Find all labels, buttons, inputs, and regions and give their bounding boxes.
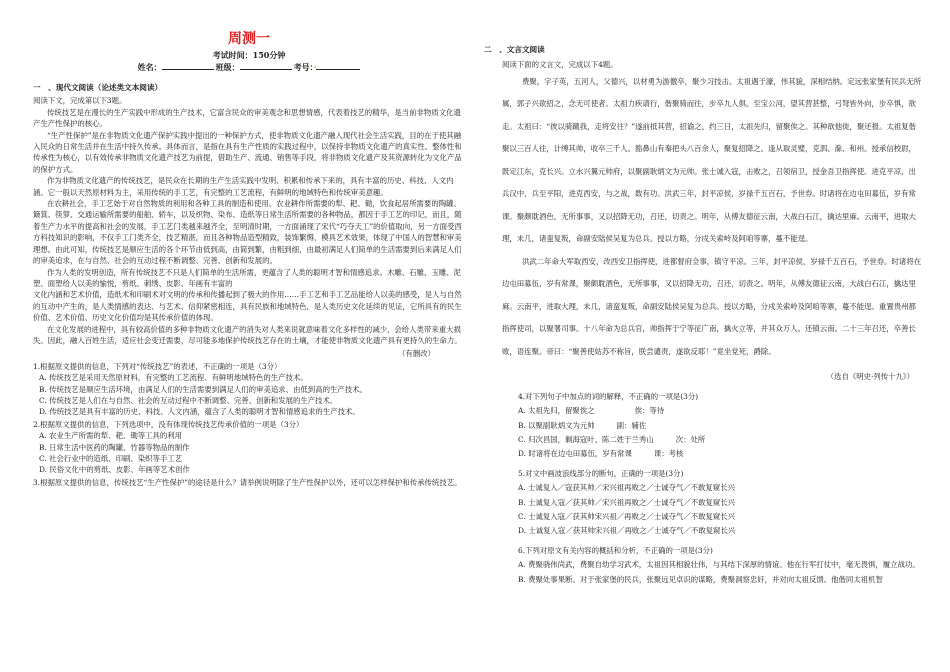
- question-4-option-a: [484, 405, 922, 416]
- question-2-stem: 2.根据原文提供的信息，下列选项中，没有体现传统技艺传承价值的一项是（3分）: [33, 419, 304, 429]
- question-4-option-d: [484, 448, 922, 459]
- question-2-option-c: C. 社会行业中的造纸、印刷、染织等手工艺: [39, 454, 183, 463]
- question-2-option-b: B. 日常生活中医药的陶罐、竹器等物品的制作: [39, 442, 190, 452]
- passage-paragraph: 作为人类的发明创造，所有传统技艺不只是人们简单的生活所需，更蕴含了人类的聪明才智和情感追求。木雕、石雕、玉雕、泥塑、面塑给人以美的愉悦，剪纸、刺绣、皮影、年画有丰富的: [33, 267, 461, 288]
- question-4-stem: 4.对下列句子中加点的词的解释，不正确的一项是(3分): [518, 391, 699, 401]
- question-2-option-a: A. 农业生产所需的犁、耙、锄等工具的利用: [39, 431, 183, 441]
- question-5-option-d: D. 士诚复入寇／获其帅宋兴祖／再败之／士诚夺气／不敢复窥长兴: [518, 526, 736, 536]
- name-label: 姓名：: [137, 62, 162, 72]
- exam-time: 考试时间：150分钟: [212, 50, 286, 60]
- question-6-stem: 6.下列对原文有关内容的概括和分析，不正确的一项是(3分): [518, 545, 713, 555]
- option-gloss: 课：考核: [653, 449, 684, 459]
- question-1-option-d: D. 传统技艺是具有丰富的历史、科技、人文内涵，蕴含了人类的聪明才智和情感追求的生产技术。: [39, 407, 360, 417]
- option-text: B. 以聚副耿炳文为元帅: [518, 420, 595, 430]
- section2-instruction: 阅读下面的文言文，完成以下4题。: [502, 60, 618, 70]
- name-blank[interactable]: [162, 69, 214, 70]
- class-label: 班级：: [215, 62, 240, 72]
- option-text: A. 太祖先归，留聚俟之: [518, 406, 595, 416]
- question-6-option-a: A. 费聚骁伟尚武，费聚自幼学习武术，太祖因其相貌壮伟，与其结下深厚的情谊。他在行军打仗中，毫无畏惧，履立战功。: [518, 560, 920, 570]
- question-5-option-b: B. 士诚复入寇／获其帅／宋兴祖再败之／士诚夺气／不敢复窥长兴: [518, 497, 736, 507]
- passage-paragraph: 传统技艺是在漫长的生产实践中形成的生产技术，它富含民众的审美观念和思想情感，代表着技艺的精华，是当前非物质文化遗产生产性保护的核心。: [33, 107, 461, 129]
- passage-source: （有删改）: [398, 349, 435, 359]
- classical-passage: [484, 59, 922, 382]
- option-gloss: 副：辅佐: [616, 420, 647, 430]
- student-info-line: [33, 61, 465, 73]
- passage-source: （选自《明史·列传十九》）: [826, 372, 914, 382]
- option-text: D. 时诸将在边屯田募伍，岁有常课: [518, 449, 632, 459]
- question-4-option-c: [484, 434, 922, 445]
- question-5-option-a: A. 士诚复入／寇获其帅／宋兴祖再败之／士诚夺气／不敢复窥长兴: [518, 483, 735, 493]
- class-blank[interactable]: [240, 69, 292, 70]
- question-5-stem: 5.对文中画波浪线部分的断句，正确的一项是(3分): [518, 468, 684, 478]
- number-label: 考号：: [293, 62, 314, 72]
- passage-paragraph: 在文化发展的进程中，具有较高价值的多种非物质文化遗产的消失对人类来说就意味着文化多样性的减少，会给人类带来重大损失。因此，融入百姓生活，适应社会变迁需要，尽可能多地保护传统技艺存在的土壤，才能使非物质文化遗产具有更持久的生命力。: [33, 324, 462, 345]
- option-gloss: 次：处所: [675, 434, 706, 444]
- passage-paragraph: 作为非物质文化遗产的传统技艺，是民众在长期的生产生活实践中发明、积累和传承下来的，具有丰富的历史、科技、人文内涵。它一般以天然原材料为主，采用传统的手工艺，有完整的工艺流程，有鲜明的地域特色和传统审美意趣。: [33, 176, 454, 197]
- passage-paragraph: 文化内涵和艺术价值，造纸术和印刷术对文明的传承和传播起到了极大的作用……手工艺和手工艺品能给人以美的感受，是人与自然的互动中产生的，是人类情感的表达、与艺术、信仰紧密相连，具有民族和地域特色，是人类历史文化延续的见证，它所具有的民生价值、艺术价值、历史文化价值均是其传承价值的体现。: [33, 290, 462, 323]
- question-3-stem: 3.根据原文提供的信息，传统技艺“生产性保护”的途径是什么？请举例说明除了生产性保护以外，还可以怎样保护和传承传统技艺。: [33, 477, 462, 487]
- section1-instruction: 阅读下文，完成第以下3题。: [33, 96, 127, 106]
- question-1-option-b: B. 传统技艺是顺应生活环境，由满足人们的生活需要到满足人们的审美追求、由低到高的生产技术。: [39, 384, 367, 394]
- section1-heading: 一 、现代文阅读（论述类文本阅读）: [33, 83, 163, 92]
- right-column: [484, 0, 922, 672]
- number-mark: ·: [313, 62, 317, 72]
- section2-heading: 二 、文言文阅读: [484, 45, 545, 54]
- passage-paragraph: “生产性保护”是在非物质文化遗产保护实践中提出的一种保护方式，使非物质文化遗产融入现代社会生活实践，目的在于使其融入民众的日常生活并在生活中持久传承。具体而言，是指在具有生产性质的实践过程中，以保持非物质文化遗产的真实性、整体性和传承性为核心，以有效传承非物质文化遗产技艺为前提，借助生产、流通、销售等手段，将非物质文化遗产及其资源转化为文化产品的保护方式。: [33, 130, 462, 174]
- passage-paragraph: 费聚，字子英，五河人，父德兴，以材勇为游徼卒，聚少习技击。太祖遇于濠，伟其貌，深相结纳。定远张家堡有民兵无所属，郭子兴欲招之，念无可使者。太祖力疾请行，偕聚骑而往，步卒九人俱。至宝公河，望其营甚整，弓弩皆外向，步卒惧，欲走。太祖曰：“彼以骑蹴我，走将安往？”遂前抵其营，招谕之，约三日，太祖先归，留聚俟之。其种欲他徙，聚还报。太祖复偕聚以三百人往，计缚其帅，收卒三千人。豁鼻山有秦把头八百余人，聚复招降之。逢从取灵璧，克泗、滁、和州。授承信校尉，既定江东，克长兴。立水兴翼元帅府，以聚副耿炳文为元帅。张士诚入寇，击败之，召领宿卫，授金吾卫指挥使。进克平凉，出兵汉中，兵至平阳，进克西安，与之战，数有功。洪武三年，封平凉侯，岁禄千五百石，予世券。时诸将在边屯田募伍，岁有常课。聚颇耽酒色，无所事事，又以招降无功，召还，切责之。明年，从傅友德征云南，大战白石江，擒达里麻。云南平，进取大理，未几，诸蛮复叛，命副安陆侯吴复为总兵。授以方略，分戍关索岭及阿咱等寨，蔓不能逞。: [502, 76, 922, 244]
- question-1-stem: 1.根据原文提供的信息，下列对“传统技艺”的表述，不正确的一项是（3分）: [33, 361, 282, 371]
- question-6-option-b: B. 费聚处事果断。对于张家堡的民兵，张聚远见卓识的谋略，费聚洞察忠奸，并对向太祖反馈。他偕同太祖机智: [518, 574, 883, 584]
- question-4-option-b: [484, 420, 922, 431]
- left-column: [33, 0, 465, 672]
- question-2-option-d: D. 民俗文化中的剪纸、皮影、年画等艺术创作: [39, 465, 190, 475]
- number-blank[interactable]: [316, 69, 360, 70]
- question-1-option-c: C. 传统技艺是人们在与自然、社会的互动过程中不断调整、完善、创新和发展的生产技术。: [39, 395, 338, 405]
- passage-paragraph: 在农耕社会，手工艺始于对自然物质的利用和各种工具的制造和使用。农业耕作所需要的犁、耙、锄，饮食起居所需要的陶罐、簸箕、筷箩、交通运输所需要的船舶、轿车，以及织物、染布、造纸等日常生活所需要的各种物品，都因于手工艺的印记，而且，随着生产力水平的提高和社会的发展，手工艺门类越来越齐全，至明清时期，一方面涌现了宋代“巧夺天工”的价值取向，另一方面受西方科技知识的影响，不仅手工门类齐全，技艺精湛，而且各种物品造型精致，装饰繁缛，模具艺术效果，体现了中国人的智慧和审美理想。由此可知，传统技艺是顺应生活的各个环节由低到高，由简到繁，由粗到细，由最初满足人们简单的生活需要到后来满足人们的审美追求，在与自然、社会的互动过程不断调整、完善、创新和发展的。: [33, 199, 462, 266]
- page-title: 周测一: [228, 31, 270, 47]
- question-5-option-c: C. 士诚复入寇／获其帅宋兴祖／再败之／士诚夺气／不敢复窥长兴: [518, 511, 736, 521]
- question-1-option-a: A. 传统技艺是采用天然原材料，有完整的工艺流程、有鲜明地域特色的生产技术。: [39, 373, 308, 383]
- option-gloss: 俟：等待: [634, 406, 665, 416]
- passage-paragraph: 洪武二年命大军取西安，改西安卫指挥使，进都督府佥事，镇守平凉。三年，封平凉侯，岁禄千五百石，予世券。时诸将在边屯田募伍，岁有常课，聚颇耽酒色，无所事事，又以招降无功，召还，切责之。明年，从傅友德征云南，大战白石江，擒达里麻。云南平，进取大理，未几，诸蛮复叛，命副安陆侯吴复为总兵。授以方略，分戍关索岭及阿咱等寨，蔓不能逞。重置贵州都指挥使司，以聚署司事。十八年命为总兵官，帅指挥于宁等征广南，擒火立等，并其众万人。还镇云南。二十三年召还，卒善长败，语连聚。帝曰：“聚善使姑苏不称旨，朕尝谴责，遂欲反耶！”竟坐党死，爵除。: [502, 256, 922, 356]
- option-text: C. 归次昌国，剿海寇叶、陈二姓于兰秀山: [518, 434, 654, 444]
